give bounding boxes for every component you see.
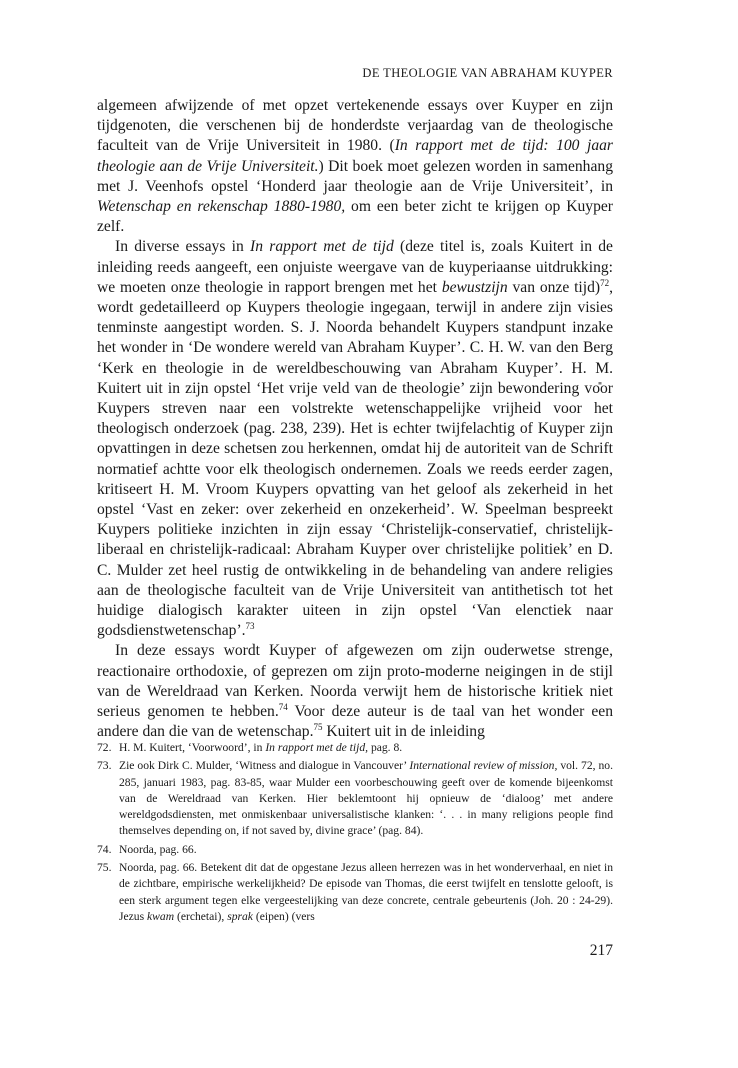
text-span: (erchetai), bbox=[174, 909, 228, 923]
footnote-ref: 73 bbox=[245, 621, 255, 632]
text-span: Kuitert uit in de inleiding bbox=[322, 723, 485, 741]
footnote-ref: 72 bbox=[600, 277, 610, 288]
footnote bbox=[97, 860, 613, 925]
text-span: Voor deze auteur is de taal van het wonder een andere dan die van de wetenschap. bbox=[97, 703, 614, 741]
footnote bbox=[97, 740, 613, 756]
footnote-text bbox=[119, 758, 613, 839]
text-span: H. M. Kuitert, ‘Voorwoord’, in bbox=[119, 741, 266, 754]
text-span: Noorda, pag. 66. Betekent dit dat de opgestane Jezus alleen herrezen was in het wonderverhaal, en niet in de zichtbare, empirische werkelijkheid? De episode van Thomas, die eerst twijfelt en tenslotte gelooft, is een sterk argument tegen elke vergeestelijking van deze concrete, centrale gebeurtenis (Joh. 20 : 24-29). Jezus bbox=[119, 861, 613, 923]
italic-span: In rapport met de tijd: 100 jaar theologie aan de Vrije Universiteit. bbox=[97, 137, 613, 175]
italic-span: sprak bbox=[227, 909, 253, 923]
italic-span: bewustzijn bbox=[441, 278, 508, 296]
text-span: In deze essays wordt Kuyper of afgewezen om zijn ouderwetse strenge, reactionaire orthodoxie, of geprezen om zijn proto-moderne neigingen in de stijl van de Wereldraad van Kerken. Noorda verwijt hem de historische kritiek niet serieus genomen te hebben. bbox=[97, 642, 613, 721]
footnote-number: 73. bbox=[97, 759, 112, 773]
text-span: om een beter zicht te krijgen op Kuyper zelf. bbox=[97, 198, 613, 236]
book-page bbox=[97, 0, 613, 1068]
footnote-number: 74. bbox=[97, 842, 112, 856]
footnote-number: 75. bbox=[97, 861, 112, 875]
text-span: pag. 8. bbox=[368, 741, 403, 754]
footnotes bbox=[97, 740, 613, 927]
main-text bbox=[97, 96, 613, 743]
text-span: , wordt gedetailleerd op Kuypers theologie ingegaan, terwijl in andere zijn visies tenminste aangestipt worden. S. J. Noorda behandelt Kuypers standpunt inzake het wonder in ‘De wondere wereld van Abraham Kuyper’. C. H. W. van den Berg ‘Kerk en theologie in de wereldbeschouwing van Abraham Kuyper’. H. M. Kuitert uit in zijn opstel ‘Het vrije veld van de theologie’ zijn bewondering vo̎or Kuypers streven naar een volstrekte wetenschappelijke vrijheid voor het theologisch onderzoek (pag. 238, 239). Het is echter twijfelachtig of Kuyper zijn opvattingen in deze schetsen zou herkennen, omdat hij de autoriteit van de Schrift normatief achtte voor elk theologisch ondernemen. Zoals we reeds eerder zagen, kritiseert H. M. Vroom Kuypers opvatting van het geloof als zekerheid in het opstel ‘Vast en zeker: over zekerheid en onzekerheid’. W. Speelman bespreekt Kuypers politieke inzichten in zijn essay ‘Christelijk-conservatief, christelijk-liberaal en christelijk-radicaal: Abraham Kuyper over christelijke politiek’ en D. C. Mulder zet heel rustig de ontwikkeling in de behandeling van andere religies aan de theologische faculteit van de Vrije Universiteit van antithetisch tot het huidige dialogisch karakter uiteen in zijn opstel ‘Van elenctiek naar godsdienstwetenschap’. bbox=[97, 278, 613, 640]
paragraph-3 bbox=[97, 641, 613, 742]
footnote-text bbox=[119, 740, 613, 756]
footnote-number: 72. bbox=[97, 741, 112, 754]
footnote-text bbox=[119, 860, 613, 925]
running-head: DE THEOLOGIE VAN ABRAHAM KUYPER bbox=[362, 66, 613, 80]
italic-span: International review of mission, bbox=[409, 759, 558, 773]
footnote-text bbox=[119, 842, 613, 858]
text-span: van onze tijd) bbox=[507, 278, 601, 296]
text-span: Noorda, pag. 66. bbox=[119, 842, 197, 856]
footnote bbox=[97, 842, 613, 858]
italic-span: In rapport met de tijd bbox=[250, 238, 394, 256]
italic-span: kwam bbox=[147, 909, 175, 923]
paragraph-1 bbox=[97, 96, 613, 237]
italic-span: In rapport met de tijd, bbox=[265, 741, 369, 754]
page-number: 217 bbox=[589, 942, 613, 959]
text-span: vol. 72, no. 285, januari 1983, pag. 83-85, waar Mulder een voorbeschouwing geeft over de komende bijeenkomst van de Wereldraad van Kerken. Hier beklemtoont hij opnieuw de ‘dialoog’ met andere wereldgodsdiensten, met onmiskenbaar universalistische klanken: ‘. . . in many religions people find themselves depending on, if not saved by, divine grace’ (pag. 84). bbox=[119, 759, 613, 838]
paragraph-2 bbox=[97, 237, 613, 641]
italic-span: Wetenschap en rekenschap 1880-1980, bbox=[97, 198, 346, 216]
text-span: In diverse essays in bbox=[115, 238, 251, 256]
footnote bbox=[97, 758, 613, 839]
text-span: (deze titel is, zoals Kuitert in de inleiding reeds aangeeft, een onjuiste weergave van de kuyperiaanse uitdrukking: we moeten onze theologie in rapport brengen met het bbox=[97, 238, 613, 296]
text-span: algemeen afwijzende of met opzet vertekenende essays over Kuyper en zijn tijdgenoten, die verschenen bij de honderdste verjaardag van de theologische faculteit van de Vrije Universiteit in 1980. ( bbox=[97, 97, 613, 155]
text-span: ) Dit boek moet gelezen worden in samenhang met J. Veenhofs opstel ‘Honderd jaar theologie aan de Vrije Universiteit’, in bbox=[97, 157, 613, 195]
footnote-ref: 74 bbox=[278, 701, 288, 712]
text-span: (eipen) (vers bbox=[252, 909, 315, 923]
text-span: Zie ook Dirk C. Mulder, ‘Witness and dialogue in Vancouver’ bbox=[119, 759, 410, 773]
footnote-ref: 75 bbox=[313, 722, 323, 733]
